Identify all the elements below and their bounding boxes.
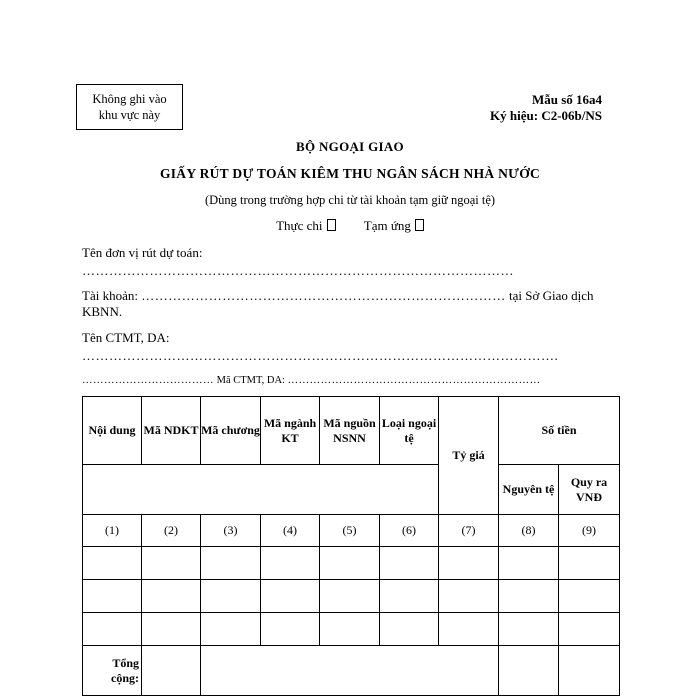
account-suffix: tại Sở Giao dịch [508, 288, 594, 303]
advance-checkbox[interactable] [415, 219, 424, 231]
header-spacer [83, 465, 439, 515]
payment-type-row [0, 218, 700, 234]
account-line [82, 288, 622, 304]
table-cell[interactable] [142, 547, 201, 580]
program-name-label: Tên CTMT, DA: [82, 330, 170, 345]
unit-name-label: Tên đơn vị rút dự toán: [82, 245, 203, 260]
header-source: Mã nguồn NSNN [320, 397, 380, 465]
table-cell[interactable] [439, 547, 499, 580]
table-cell[interactable] [320, 547, 380, 580]
account-label: Tài khoản: [82, 288, 138, 303]
advance-label: Tạm ứng [363, 218, 411, 233]
no-write-line-1: Không ghi vào [92, 92, 167, 106]
document-title: GIẤY RÚT DỰ TOÁN KIÊM THU NGÂN SÁCH NHÀ NƯỚC [159, 166, 541, 181]
total-cell[interactable] [201, 646, 499, 696]
program-code-label: Mã CTMT, DA: [216, 375, 285, 386]
col-number: (3) [201, 515, 261, 547]
header-vnd: Quy ra VNĐ [559, 465, 620, 515]
no-write-line-2: khu vực này [98, 108, 161, 122]
col-number: (8) [499, 515, 559, 547]
col-number: (2) [142, 515, 201, 547]
total-cell[interactable] [559, 646, 620, 696]
program-name-field[interactable]: ……………………………………………………………………………………………. [82, 348, 559, 363]
table-cell[interactable] [559, 580, 620, 613]
table-cell[interactable] [261, 613, 320, 646]
table-cell[interactable] [261, 580, 320, 613]
column-number-row [83, 515, 620, 547]
table-cell[interactable] [201, 613, 261, 646]
program-code-right-field[interactable]: …………………………………………………………… [287, 375, 541, 386]
table-cell[interactable] [559, 613, 620, 646]
no-write-area-box [76, 84, 183, 130]
total-cell[interactable] [499, 646, 559, 696]
table-cell[interactable] [380, 613, 439, 646]
table-row [83, 580, 620, 613]
header-content: Nội dung [83, 397, 142, 465]
program-code-line [82, 373, 622, 389]
table-cell[interactable] [83, 613, 142, 646]
form-number: Mẫu số 16a4 [531, 92, 602, 107]
col-number: (5) [320, 515, 380, 547]
actual-spend-checkbox[interactable] [327, 219, 336, 231]
header-amount: Số tiền [499, 397, 620, 465]
table-cell[interactable] [142, 613, 201, 646]
col-number: (1) [83, 515, 142, 547]
table-cell[interactable] [261, 547, 320, 580]
table-row [83, 547, 620, 580]
account-line-2: KBNN. [82, 304, 123, 319]
col-number: (7) [439, 515, 499, 547]
actual-spend-label: Thực chi [276, 218, 323, 233]
table-row [83, 613, 620, 646]
table-cell[interactable] [499, 580, 559, 613]
col-number: (9) [559, 515, 620, 547]
ministry-name: BỘ NGOẠI GIAO [296, 139, 404, 154]
header-ndkt: Mã NDKT [142, 397, 201, 465]
table-cell[interactable] [559, 547, 620, 580]
table-cell[interactable] [320, 613, 380, 646]
account-field[interactable]: ……………………………………………………………………… [141, 288, 506, 303]
table-cell[interactable] [320, 580, 380, 613]
table-cell[interactable] [499, 547, 559, 580]
withdrawal-table [82, 396, 620, 696]
table-cell[interactable] [142, 580, 201, 613]
form-symbol: Ký hiệu: C2-06b/NS [490, 108, 602, 123]
table-cell[interactable] [439, 580, 499, 613]
header-rate: Tỷ giá [439, 397, 499, 515]
total-row [83, 646, 620, 696]
header-sector: Mã ngành KT [261, 397, 320, 465]
table-cell[interactable] [380, 580, 439, 613]
table-cell[interactable] [201, 547, 261, 580]
col-number: (6) [380, 515, 439, 547]
total-label: Tổng cộng: [83, 646, 142, 696]
document-subtitle: (Dùng trong trường hợp chi từ tài khoản tạm giữ ngoại tệ) [204, 193, 496, 207]
header-currency: Loại ngoại tệ [380, 397, 439, 465]
form-code [490, 92, 602, 124]
total-cell[interactable] [142, 646, 201, 696]
table-cell[interactable] [380, 547, 439, 580]
table-cell[interactable] [83, 547, 142, 580]
table-cell[interactable] [499, 613, 559, 646]
header-original-currency: Nguyên tệ [499, 465, 559, 515]
table-cell[interactable] [439, 613, 499, 646]
table-cell[interactable] [83, 580, 142, 613]
col-number: (4) [261, 515, 320, 547]
program-code-left-field[interactable]: ……………………………… [82, 375, 214, 386]
header-chapter: Mã chương [201, 397, 261, 465]
unit-name-field[interactable]: …………………………………………………………………………………… [82, 263, 514, 278]
table-cell[interactable] [201, 580, 261, 613]
